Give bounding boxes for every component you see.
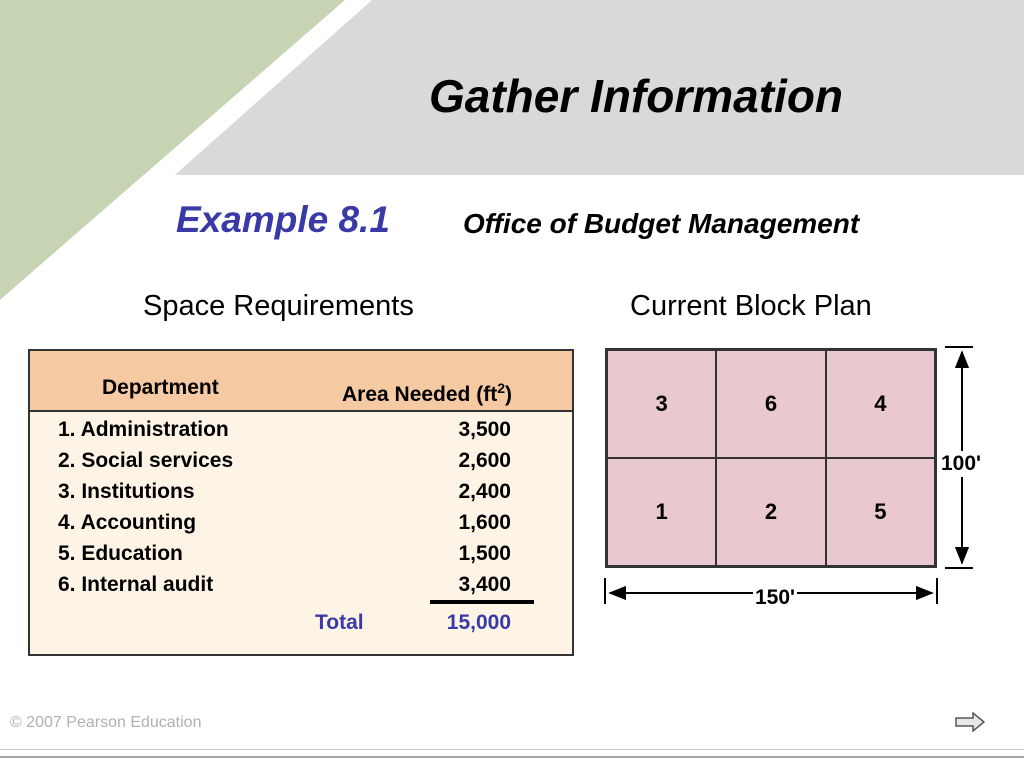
row-area: 1,500 (458, 542, 511, 565)
block-cell: 3 (607, 350, 716, 458)
decorative-diagonal-band (0, 0, 420, 330)
row-department: 6. Internal audit (58, 573, 214, 596)
space-requirements-heading: Space Requirements (143, 290, 414, 322)
row-department: 1. Administration (58, 418, 229, 441)
block-plan-heading: Current Block Plan (630, 290, 872, 322)
width-dimension-label: 150' (755, 586, 796, 609)
next-arrow-icon[interactable] (955, 712, 985, 732)
table-row (30, 572, 572, 603)
table-row (30, 448, 572, 479)
row-area: 1,600 (458, 511, 511, 534)
block-cell: 4 (826, 350, 935, 458)
table-row (30, 541, 572, 572)
row-department: 5. Education (58, 542, 183, 565)
block-cell: 1 (607, 458, 716, 566)
slide-title: Gather Information (429, 70, 844, 122)
row-department: 4. Accounting (58, 511, 197, 534)
footer-divider (0, 756, 1024, 758)
row-area: 2,600 (458, 449, 511, 472)
table-row (30, 417, 572, 448)
table-row (30, 510, 572, 541)
space-requirements-table (28, 349, 574, 656)
column-header-area: Area Needed $(ft^2)$ (342, 380, 512, 406)
block-plan-grid (605, 348, 937, 568)
row-department: 2. Social services (58, 449, 234, 472)
block-cell: 2 (716, 458, 825, 566)
block-cell: 6 (716, 350, 825, 458)
block-cell: 5 (826, 458, 935, 566)
footer-divider (0, 749, 1024, 750)
row-area: 2,400 (458, 480, 511, 503)
row-department: 3. Institutions (58, 480, 195, 503)
table-header (30, 351, 572, 412)
column-header-department: Department (102, 376, 219, 399)
height-dimension-label: 100' (941, 452, 982, 475)
row-area: 3,500 (458, 418, 511, 441)
example-title: Office of Budget Management (463, 208, 860, 239)
example-number: Example 8.1 (176, 199, 390, 240)
total-value: 15,000 (446, 611, 511, 634)
copyright-text: © 2007 Pearson Education (10, 714, 202, 731)
row-area: 3,400 (458, 573, 511, 596)
sum-rule-divider (430, 600, 534, 604)
area-unit-superscript: 2 (497, 380, 505, 396)
table-row (30, 479, 572, 510)
total-label: Total (315, 611, 364, 634)
